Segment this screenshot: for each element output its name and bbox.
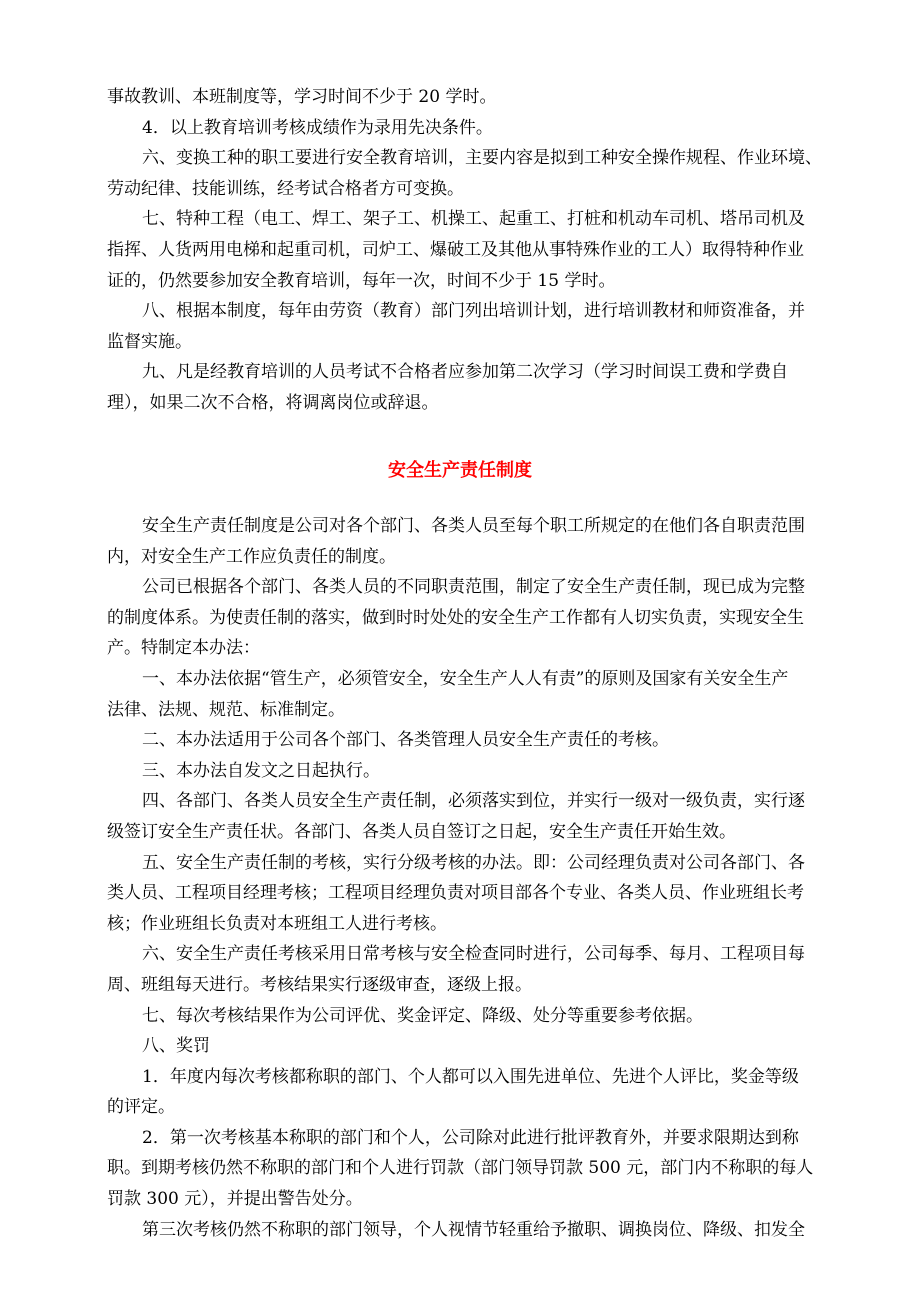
- text-line: 二、本办法适用于公司各个部门、各类管理人员安全生产责任的考核。: [142, 730, 669, 751]
- text-line: 4．以上教育培训考核成绩作为录用先决条件。: [142, 117, 493, 138]
- section-title: 安全生产责任制度: [388, 460, 532, 481]
- text-line: 核；作业班组长负责对本班组工人进行考核。: [107, 913, 447, 934]
- text-line: 证的，仍然要参加安全教育培训，每年一次，时间不少于 15 学时。: [107, 270, 616, 291]
- text-line: 八、根据本制度，每年由劳资（教育）部门列出培训计划，进行培训教材和师资准备，并: [142, 301, 805, 322]
- text-line: 法律、法规、规范、标准制定。: [107, 699, 345, 720]
- text-line: 指挥、人货两用电梯和起重司机，司炉工、爆破工及其他从事特殊作业的工人）取得特种作业: [107, 239, 804, 260]
- text-line: 八、奖罚: [142, 1036, 210, 1057]
- text-line: 级签订安全生产责任状。各部门、各类人员自签订之日起，安全生产责任开始生效。: [107, 821, 736, 842]
- text-line: 一、本办法依据“管生产，必须管安全，安全生产人人有责”的原则及国家有关安全生产: [142, 668, 789, 689]
- text-line: 三、本办法自发文之日起执行。: [142, 760, 380, 781]
- text-line: 内，对安全生产工作应负责任的制度。: [107, 546, 396, 567]
- text-line: 的制度体系。为使责任制的落实，做到时时处处的安全生产工作都有人切实负责，实现安全生: [107, 607, 804, 628]
- text-line: 1．年度内每次考核都称职的部门、个人都可以入围先进单位、先进个人评比，奖金等级: [142, 1066, 799, 1087]
- text-line: 劳动纪律、技能训练，经考试合格者方可变换。: [107, 178, 464, 199]
- text-line: 六、安全生产责任考核采用日常考核与安全检查同时进行，公司每季、每月、工程项目每: [142, 944, 805, 965]
- paragraph-block-training: [107, 82, 859, 419]
- text-line: 产。特制定本办法：: [107, 638, 260, 659]
- text-line: 四、各部门、各类人员安全生产责任制，必须落实到位，并实行一级对一级负责，实行逐: [142, 791, 805, 812]
- text-line: 的评定。: [107, 1097, 175, 1118]
- text-line: 公司已根据各个部门、各类人员的不同职责范围，制定了安全生产责任制，现已成为完整: [142, 577, 805, 598]
- text-line: 事故教训、本班制度等，学习时间不少于 20 学时。: [107, 87, 497, 107]
- text-line: 罚款 300 元），并提出警告处分。: [107, 1189, 363, 1210]
- text-line: 类人员、工程项目经理考核；工程项目经理负责对项目部各个专业、各类人员、作业班组长考: [107, 883, 804, 904]
- text-line: 第三次考核仍然不称职的部门领导，个人视情节轻重给予撤职、调换岗位、降级、扣发全: [142, 1219, 805, 1240]
- text-line: 周、班组每天进行。考核结果实行逐级审查，逐级上报。: [107, 974, 532, 995]
- text-line: 七、每次考核结果作为公司评优、奖金评定、降级、处分等重要参考依据。: [142, 1005, 703, 1026]
- text-line: 安全生产责任制度是公司对各个部门、各类人员至每个职工所规定的在他们各自职责范围: [142, 516, 805, 536]
- paragraph-block-responsibility: [107, 511, 859, 1245]
- text-line: 职。到期考核仍然不称职的部门和个人进行罚款（部门领导罚款 500 元，部门内不称职的每人: [107, 1158, 814, 1179]
- text-line: 六、变换工种的职工要进行安全教育培训，主要内容是拟到工种安全操作规程、作业环境、: [142, 148, 822, 169]
- text-line: 七、特种工程（电工、焊工、架子工、机操工、起重工、打桩和机动车司机、塔吊司机及: [142, 209, 805, 230]
- text-line: 九、凡是经教育培训的人员考试不合格者应参加第二次学习（学习时间误工费和学费自: [142, 362, 788, 383]
- text-line: 2．第一次考核基本称职的部门和个人，公司除对此进行批评教育外，并要求限期达到称: [142, 1127, 799, 1148]
- text-line: 理），如果二次不合格，将调离岗位或辞退。: [107, 392, 439, 413]
- text-line: 监督实施。: [107, 331, 192, 352]
- text-line: 五、安全生产责任制的考核，实行分级考核的办法。即：公司经理负责对公司各部门、各: [142, 852, 805, 873]
